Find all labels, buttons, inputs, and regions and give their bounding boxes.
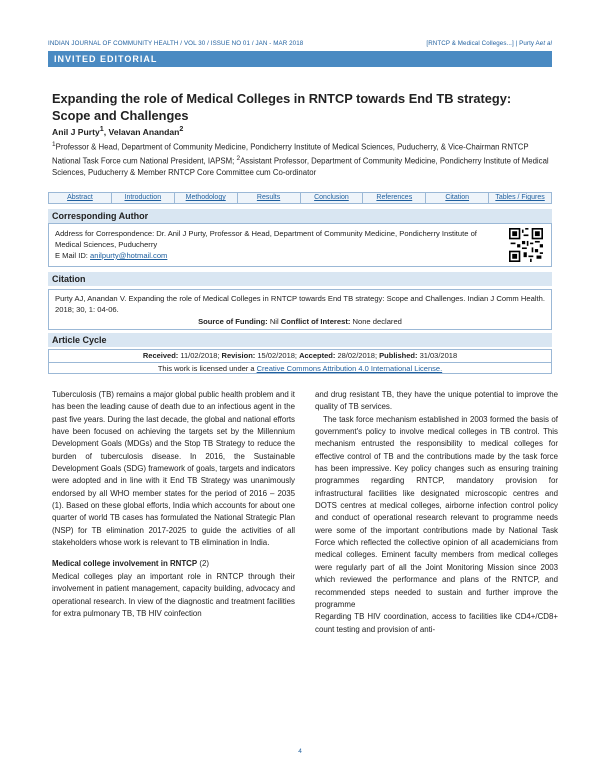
conflict-value: None declared (350, 317, 402, 326)
body-paragraph: Tuberculosis (TB) remains a major global public health problem and it has been the leading cause of death due to an infectious agent in the past five years. During the last decade, the global and national efforts have been focused on achieving the targets set by the Millennium Development Goals (MDGs) and the Stop TB Strategy to reduce the burden of tuberculosis disease. In 2016, the Sustainable Development Goals (SDG) framework of goals, targets and indicators were adopted and in line with it End TB Strategy was unanimously endorsed by all WHO member states for the period of 2016 – 2035 (1). Based on these global efforts, India which accounts for about one quarter of world TB cases has formulated the National Strategic Plan (NSP) for TB elimination 2017-2025 to guide the activities of all stakeholders whose work is relevant to TB elimination in India. (52, 390, 295, 548)
revision-date: 15/02/2018; (255, 351, 300, 360)
nav-methodology[interactable]: Methodology (175, 193, 238, 203)
affiliation-2: Assistant Professor, Department of Community Medicine, Pondicherry Institute of Medical Sciences, Puducherry & Member RNTCP Core Committee cum Co-ordinator (52, 156, 549, 178)
citation-box (48, 289, 552, 330)
published-label: Published: (379, 351, 418, 360)
subheading (52, 558, 295, 570)
running-title-etal: et al (539, 40, 552, 47)
body-paragraph: and drug resistant TB, they have the unique potential to improve the quality of TB services. (315, 390, 558, 412)
page-number: 4 (298, 748, 302, 755)
received-date: 11/02/2018; (178, 351, 222, 360)
revision-label: Revision: (221, 351, 256, 360)
received-label: Received: (142, 351, 179, 360)
license-link[interactable]: Creative Commons Attribution 4.0 International License. (256, 364, 443, 373)
email-line (55, 250, 491, 261)
article-cycle-heading: Article Cycle (48, 333, 552, 347)
author-separator: , (103, 126, 109, 137)
nav-conclusion[interactable]: Conclusion (301, 193, 364, 203)
nav-results[interactable]: Results (238, 193, 301, 203)
affiliations (52, 139, 552, 179)
affiliation-1: Professor & Head, Department of Community Medicine, Pondicherry Institute of Medical Sciences, Puducherry, & Vice-Chairman RNTCP National Task Force cum National President, IAPSM; (52, 142, 529, 166)
article-title: Expanding the role of Medical Colleges in RNTCP towards End TB strategy: Scope and Challenges (52, 91, 512, 123)
body-paragraph: Medical colleges play an important role in RNTCP through their involvement in patient management, capacity building, advocacy and operational research. In view of the diagnostic and treatment facilities for extra pulmonary TB, TB HIV coinfection (52, 571, 295, 618)
affil-1-sup: 1 (52, 141, 56, 148)
section-nav (48, 192, 552, 204)
article-cycle-box (48, 349, 552, 374)
funding-label: Source of Funding: (198, 317, 268, 326)
nav-introduction[interactable]: Introduction (112, 193, 175, 203)
funding-value: Nil (267, 317, 281, 326)
running-title: [RNTCP & Medical Colleges...] | Purty Aet al (426, 40, 552, 47)
body-column-left (52, 389, 295, 620)
conflict-label: Conflict of Interest: (280, 317, 351, 326)
authors (52, 125, 183, 137)
license-prefix: This work is licensed under a (157, 364, 257, 373)
email-link[interactable]: anilpurty@hotmail.com (90, 251, 168, 260)
published-date: 31/03/2018 (417, 351, 458, 360)
author-2: Velavan Anandan (108, 126, 180, 137)
correspondence-address: Address for Correspondence: Dr. Anil J Purty, Professor & Head, Department of Community Medicine, Pondicherry Institute of Medical Sciences, Puducherry (55, 229, 477, 249)
funding-line (55, 316, 545, 327)
author-1-sup: 1 (99, 125, 104, 133)
author-2-sup: 2 (179, 125, 184, 133)
citation-text: Purty AJ, Anandan V. Expanding the role of Medical Colleges in RNTCP towards End TB strategy: Scope and Challenges. Indian J Comm Health. 2018; 30, 1: 04-06. (55, 294, 545, 314)
corresponding-author-box (48, 223, 552, 267)
affil-2-sup: 2 (236, 155, 241, 163)
corresponding-author-heading: Corresponding Author (48, 209, 552, 223)
body-column-right (315, 389, 558, 636)
nav-references[interactable]: References (363, 193, 426, 203)
author-1: Anil J Purty (52, 126, 100, 137)
license-row (49, 363, 551, 375)
journal-line: INDIAN JOURNAL OF COMMUNITY HEALTH / VOL 30 / ISSUE NO 01 / JAN - MAR 2018 (48, 40, 304, 47)
email-label: E Mail ID: (55, 251, 91, 260)
nav-abstract[interactable]: Abstract (49, 193, 112, 203)
qr-code-icon (509, 228, 543, 262)
accepted-date: 28/02/2018; (335, 351, 380, 360)
subheading-text: Medical college involvement in RNTCP (52, 559, 198, 569)
running-header (48, 40, 552, 47)
subheading-ref: (2) (197, 559, 209, 569)
citation-heading: Citation (48, 272, 552, 286)
accepted-label: Accepted: (299, 351, 336, 360)
body-paragraph: The task force mechanism established in 2003 formed the basis of government's policy to involve medical colleges in TB control. This mechanism entrusted the responsibility to medical colleges for effective control of TB and the contributions made by the task force has been impressive. Key policy changes such as ensuring training programmes regarding RNTCP, mandatory provision for infrastructural facilities like designated microscopic centres and DOTS centres at medical colleges, airborne infection control policy and conduct of operational research relevant to programme needs were some of the important contributions made by National Task Force which reflected the collective opinion of all academicians from medical colleges. Eminent faculty members from medical colleges were regularly part of all the Joint Monitoring Mission since 2003 which reviewed the performance and plans of the RNTCP, and recommended steps needed to sustain and further improve the programme (315, 414, 558, 609)
body-paragraph: Regarding TB HIV coordination, access to facilities like CD4+/CD8+ count testing and provision of anti- (315, 612, 558, 634)
nav-citation[interactable]: Citation (426, 193, 489, 203)
nav-tables-figures[interactable]: Tables / Figures (495, 194, 545, 201)
section-label: INVITED EDITORIAL (48, 51, 552, 67)
dates-row (49, 350, 551, 363)
